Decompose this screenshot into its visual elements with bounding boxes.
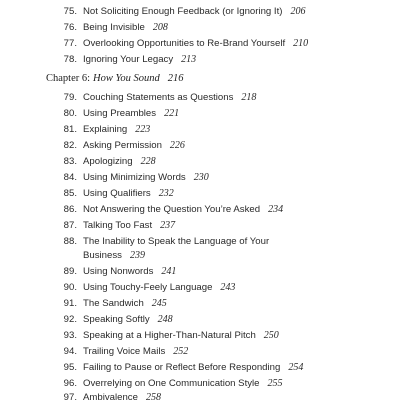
entry-title: Not Soliciting Enough Feedback (or Ignoring It): [83, 6, 283, 17]
entry-number: 95.: [63, 362, 77, 373]
entry-number: 83.: [63, 156, 77, 167]
entry-number: 97.: [63, 392, 77, 400]
entry-title: The Sandwich: [83, 298, 144, 309]
entry-title-line: [83, 91, 256, 105]
chapter-heading: [46, 71, 184, 87]
chapter-title: How You Sound: [93, 73, 160, 84]
entry-title-line: [83, 187, 174, 201]
entry-title-line: [83, 155, 156, 169]
entry-page-number: 234: [268, 204, 284, 215]
entry-page-number: 228: [140, 156, 156, 167]
entry-number: 88.: [63, 236, 77, 247]
entry-page-number: 213: [181, 54, 197, 65]
entry-number: 76.: [63, 22, 77, 33]
entry-title-line: [83, 21, 168, 35]
entry-number: 84.: [63, 172, 77, 183]
entry-title: Ignoring Your Legacy: [83, 54, 174, 65]
entry-title: Talking Too Fast: [83, 220, 153, 231]
entry-title-line: [83, 107, 179, 121]
entry-page-number: 206: [290, 6, 306, 17]
entry-page-number: 250: [263, 330, 279, 341]
entry-page-number: 210: [293, 38, 309, 49]
entry-title: Ambivalence: [83, 392, 138, 400]
entry-page-number: 245: [151, 298, 167, 309]
chapter-label: Chapter 6:: [46, 73, 91, 84]
entry-number: 96.: [63, 378, 77, 389]
entry-number: 92.: [63, 314, 77, 325]
entry-title: Using Preambles: [83, 108, 157, 119]
entry-title: Asking Permission: [83, 140, 162, 151]
entry-title-line: [83, 5, 305, 19]
entry-title-line: [83, 361, 303, 375]
entry-number: 94.: [63, 346, 77, 357]
entry-title-line: [83, 219, 175, 233]
entry-title: Using Qualifiers: [83, 188, 151, 199]
entry-page-number: 221: [164, 108, 180, 119]
entry-title-line: [83, 171, 209, 185]
entry-number: 86.: [63, 204, 77, 215]
entry-title: Failing to Pause or Reflect Before Responding: [83, 362, 281, 373]
entry-title-line: [83, 329, 279, 343]
entry-number: 91.: [63, 298, 77, 309]
entry-page-number: 218: [241, 92, 257, 103]
entry-title: Speaking at a Higher-Than-Natural Pitch: [83, 330, 256, 341]
entry-number: 85.: [63, 188, 77, 199]
entry-number: 87.: [63, 220, 77, 231]
entry-title: Overrelying on One Communication Style: [83, 378, 260, 389]
entry-title-line: [83, 203, 283, 217]
entry-title: Speaking Softly: [83, 314, 150, 325]
entry-page-number: 243: [220, 282, 236, 293]
entry-page-number: 208: [152, 22, 168, 33]
entry-title: Trailing Voice Mails: [83, 346, 166, 357]
entry-page-number: 252: [173, 346, 189, 357]
entry-title: Apologizing: [83, 156, 133, 167]
entry-title-continuation: Business: [83, 250, 122, 261]
entry-number: 82.: [63, 140, 77, 151]
entry-title-line: [83, 281, 235, 295]
entry-page-number: 232: [158, 188, 174, 199]
entry-page-number: 230: [193, 172, 209, 183]
entry-title: Using Touchy-Feely Language: [83, 282, 213, 293]
entry-title: The Inability to Speak the Language of Your: [83, 236, 270, 247]
entry-title-line: [83, 377, 283, 391]
toc-entry-88-continuation: [83, 249, 145, 263]
entry-number: 75.: [63, 6, 77, 17]
entry-number: 78.: [63, 54, 77, 65]
entry-page-number: 255: [267, 378, 283, 389]
entry-title: Explaining: [83, 124, 128, 135]
entry-title: Using Minimizing Words: [83, 172, 186, 183]
cropped-previous-entry: [83, 0, 233, 4]
entry-title: Using Nonwords: [83, 266, 154, 277]
entry-page-number: 223: [135, 124, 151, 135]
entry-title-line: [83, 265, 176, 279]
entry-number: 93.: [63, 330, 77, 341]
chapter-page-number: 216: [167, 73, 184, 84]
entry-number: 89.: [63, 266, 77, 277]
entry-number: 90.: [63, 282, 77, 293]
entry-number: 80.: [63, 108, 77, 119]
entry-title-line: [83, 391, 161, 400]
entry-number: 79.: [63, 92, 77, 103]
entry-title: Being Invisible: [83, 22, 145, 33]
entry-page-number: 248: [157, 314, 173, 325]
entry-number: 77.: [63, 38, 77, 49]
entry-page-number: 237: [160, 220, 176, 231]
entry-title: Not Answering the Question You’re Asked: [83, 204, 261, 215]
entry-title-line: [83, 37, 308, 51]
entry-title: Couching Statements as Questions: [83, 92, 234, 103]
entry-number: 81.: [63, 124, 77, 135]
entry-page-number: 254: [288, 362, 304, 373]
entry-page-number: 239: [129, 250, 145, 261]
entry-title-line: [83, 297, 167, 311]
entry-title-line: [83, 313, 173, 327]
entry-title: Overlooking Opportunities to Re-Brand Yourself: [83, 38, 286, 49]
entry-title-line: [83, 53, 196, 67]
entry-title-line: [83, 139, 185, 153]
entry-page-number: 241: [161, 266, 177, 277]
entry-title-line: [83, 345, 188, 359]
entry-page-number: 226: [169, 140, 185, 151]
entry-page-number: 258: [145, 392, 161, 400]
entry-title-line: [83, 123, 150, 137]
